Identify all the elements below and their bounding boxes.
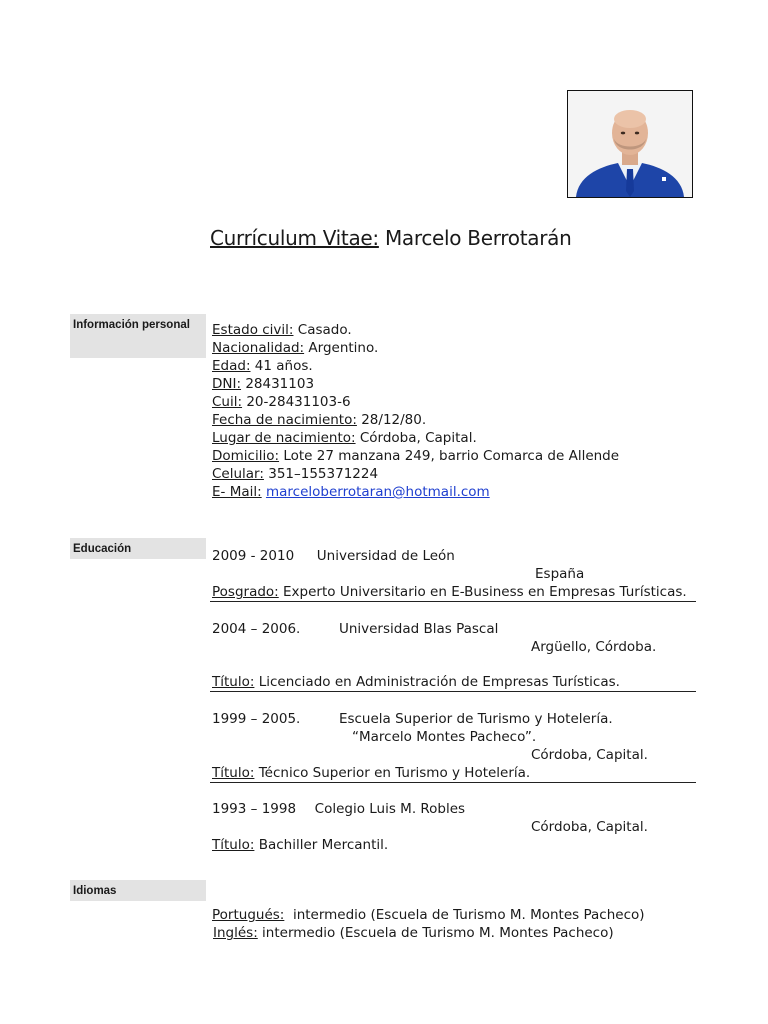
personal-row (212, 339, 619, 357)
personal-row (212, 483, 619, 501)
edu-title-value: Técnico Superior en Turismo y Hotelería. (258, 765, 531, 781)
divider (210, 691, 696, 692)
edu-years: 2004 – 2006. (212, 621, 301, 637)
language-value: intermedio (Escuela de Turismo M. Montes Pacheco) (262, 925, 614, 941)
edu-location: Argüello, Córdoba. (531, 639, 657, 655)
email-link[interactable]: marceloberrotaran@hotmail.com (265, 484, 490, 500)
edu-title-label: Título: (212, 674, 255, 690)
field-value: 41 años. (254, 358, 313, 374)
edu-institution: Escuela Superior de Turismo y Hotelería. (338, 711, 613, 727)
edu-institution: Universidad de León (316, 548, 455, 564)
personal-row (212, 375, 619, 393)
field-value: 20-28431103-6 (246, 394, 351, 410)
field-value: 351–155371224 (268, 466, 379, 482)
language-row (212, 906, 645, 924)
section-label-personal: Información personal (70, 314, 206, 358)
profile-photo (567, 90, 693, 198)
personal-row (212, 465, 619, 483)
personal-row (212, 447, 619, 465)
edu-years: 2009 - 2010 (212, 548, 295, 564)
edu-institution: Universidad Blas Pascal (338, 621, 499, 637)
edu-title-label: Posgrado: (212, 584, 279, 600)
edu-title (212, 583, 687, 601)
personal-row (212, 429, 619, 447)
personal-row (212, 411, 619, 429)
page-title (210, 226, 571, 250)
language-label: Inglés: (213, 925, 258, 941)
personal-row (212, 321, 619, 339)
edu-location: Córdoba, Capital. (531, 747, 648, 763)
language-value: intermedio (Escuela de Turismo M. Montes Pacheco) (292, 907, 645, 923)
field-label: Cuil: (212, 394, 243, 410)
education-entry-4 (212, 800, 465, 818)
edu-title-value: Bachiller Mercantil. (258, 837, 389, 853)
field-value: Córdoba, Capital. (359, 430, 477, 446)
edu-title-label: Título: (212, 837, 255, 853)
edu-location: España (535, 566, 585, 582)
section-label-languages: Idiomas (70, 880, 206, 901)
field-value: Argentino. (308, 340, 379, 356)
edu-title-label: Título: (212, 765, 255, 781)
language-row (212, 924, 645, 942)
edu-title-value: Experto Universitario en E-Business en Empresas Turísticas. (283, 584, 687, 600)
edu-location: Córdoba, Capital. (531, 819, 648, 835)
field-value: Lote 27 manzana 249, barrio Comarca de Allende (283, 448, 620, 464)
edu-years: 1993 – 1998 (212, 801, 297, 817)
education-entry-3 (212, 710, 613, 728)
languages-block (212, 906, 645, 942)
title-label: Currículum Vitae: (210, 226, 379, 250)
field-label: Celular: (212, 466, 264, 482)
education-entry-2 (212, 620, 498, 638)
field-label: Lugar de nacimiento: (212, 430, 356, 446)
title-name: Marcelo Berrotarán (384, 226, 572, 250)
field-label: Edad: (212, 358, 251, 374)
edu-institution-line2: “Marcelo Montes Pacheco”. (352, 729, 537, 745)
field-value: Casado. (297, 322, 352, 338)
personal-row (212, 357, 619, 375)
field-label: Estado civil: (212, 322, 294, 338)
education-entry-1 (212, 547, 455, 565)
edu-institution: Colegio Luis M. Robles (314, 801, 466, 817)
field-value: 28431103 (245, 376, 315, 392)
field-label: DNI: (212, 376, 242, 392)
field-label: Nacionalidad: (212, 340, 305, 356)
edu-years: 1999 – 2005. (212, 711, 301, 727)
edu-title (212, 673, 620, 691)
divider (210, 782, 696, 783)
personal-info-block (212, 321, 619, 501)
language-label: Portugués: (212, 907, 285, 923)
personal-row (212, 393, 619, 411)
section-label-education: Educación (70, 538, 206, 559)
field-value: 28/12/80. (361, 412, 427, 428)
divider (210, 601, 696, 602)
edu-title (212, 836, 388, 854)
field-label: Fecha de nacimiento: (212, 412, 357, 428)
field-label: Domicilio: (212, 448, 280, 464)
edu-title-value: Licenciado en Administración de Empresas Turísticas. (258, 674, 620, 690)
edu-title (212, 764, 530, 782)
field-label: E- Mail: (212, 484, 262, 500)
